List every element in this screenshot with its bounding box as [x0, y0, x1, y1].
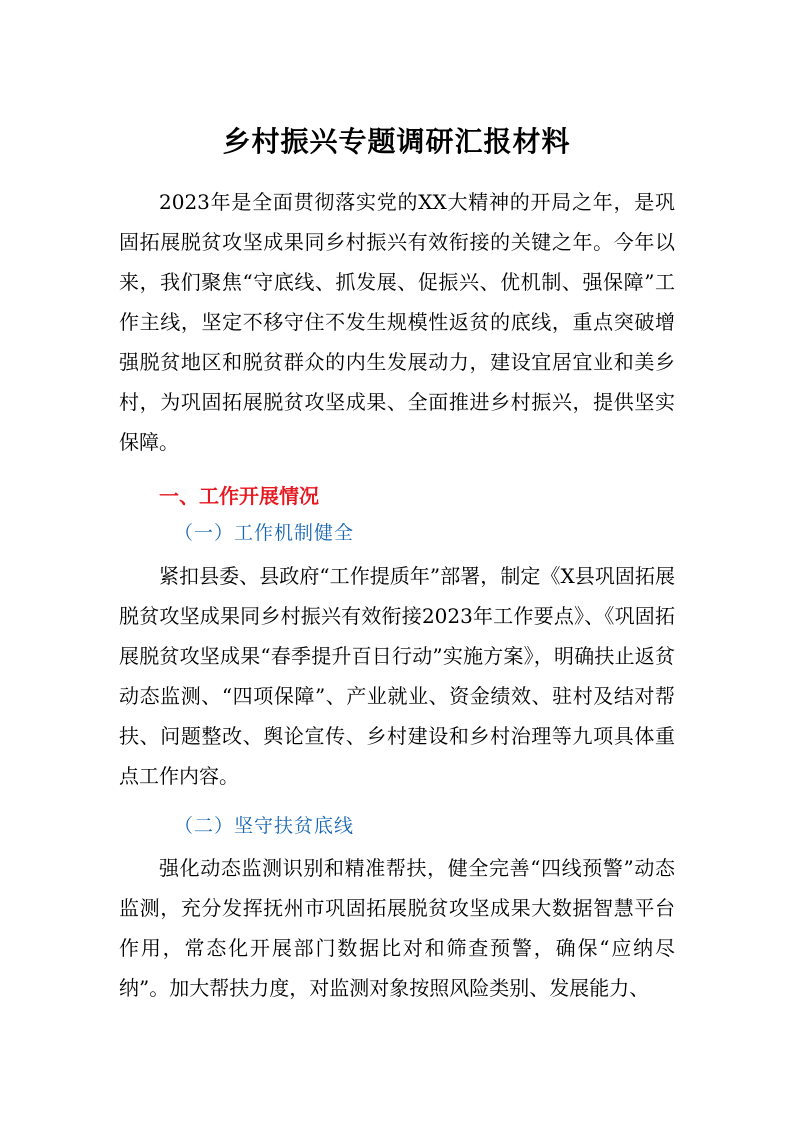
document-title: 乡村振兴专题调研汇报材料	[222, 125, 571, 158]
subsection-heading-mechanism: （一）工作机制健全	[174, 522, 355, 544]
intro-paragraph: 2023年是全面贯彻落实党的XX大精神的开局之年，是巩固拓展脱贫攻坚成果同乡村振兴有效衔接的关键之年。今年以来，我们聚焦“守底线、抓发展、促振兴、优机制、强保障”工作主线，坚定不移守住不发生规模性返贫的底线，重点突破增强脱贫地区和脱贫群众的内生发展动力，建设宜居宜业和美乡村，为巩固拓展脱贫攻坚成果、全面推进乡村振兴，提供坚实保障。	[119, 190, 675, 454]
section-heading-work-status: 一、工作开展情况	[159, 484, 319, 508]
bottom-line-paragraph: 强化动态监测识别和精准帮扶，健全完善“四线预警”动态监测，充分发挥抚州市巩固拓展脱贫攻坚成果大数据智慧平台作用，常态化开展部门数据比对和筛查预警，确保“应纳尽纳”。加大帮扶力度，对监测对象按照风险类别、发展能力、	[119, 856, 675, 1000]
mechanism-paragraph: 紧扣县委、县政府“工作提质年”部署，制定《X县巩固拓展脱贫攻坚成果同乡村振兴有效衔接2023年工作要点》、《巩固拓展脱贫攻坚成果“春季提升百日行动”实施方案》，明确扶止返贫动态监测、“四项保障”、产业就业、资金绩效、驻村及结对帮扶、问题整改、舆论宣传、乡村建设和乡村治理等九项具体重点工作内容。	[119, 564, 675, 788]
subsection-heading-bottom-line: （二）坚守扶贫底线	[174, 815, 355, 837]
